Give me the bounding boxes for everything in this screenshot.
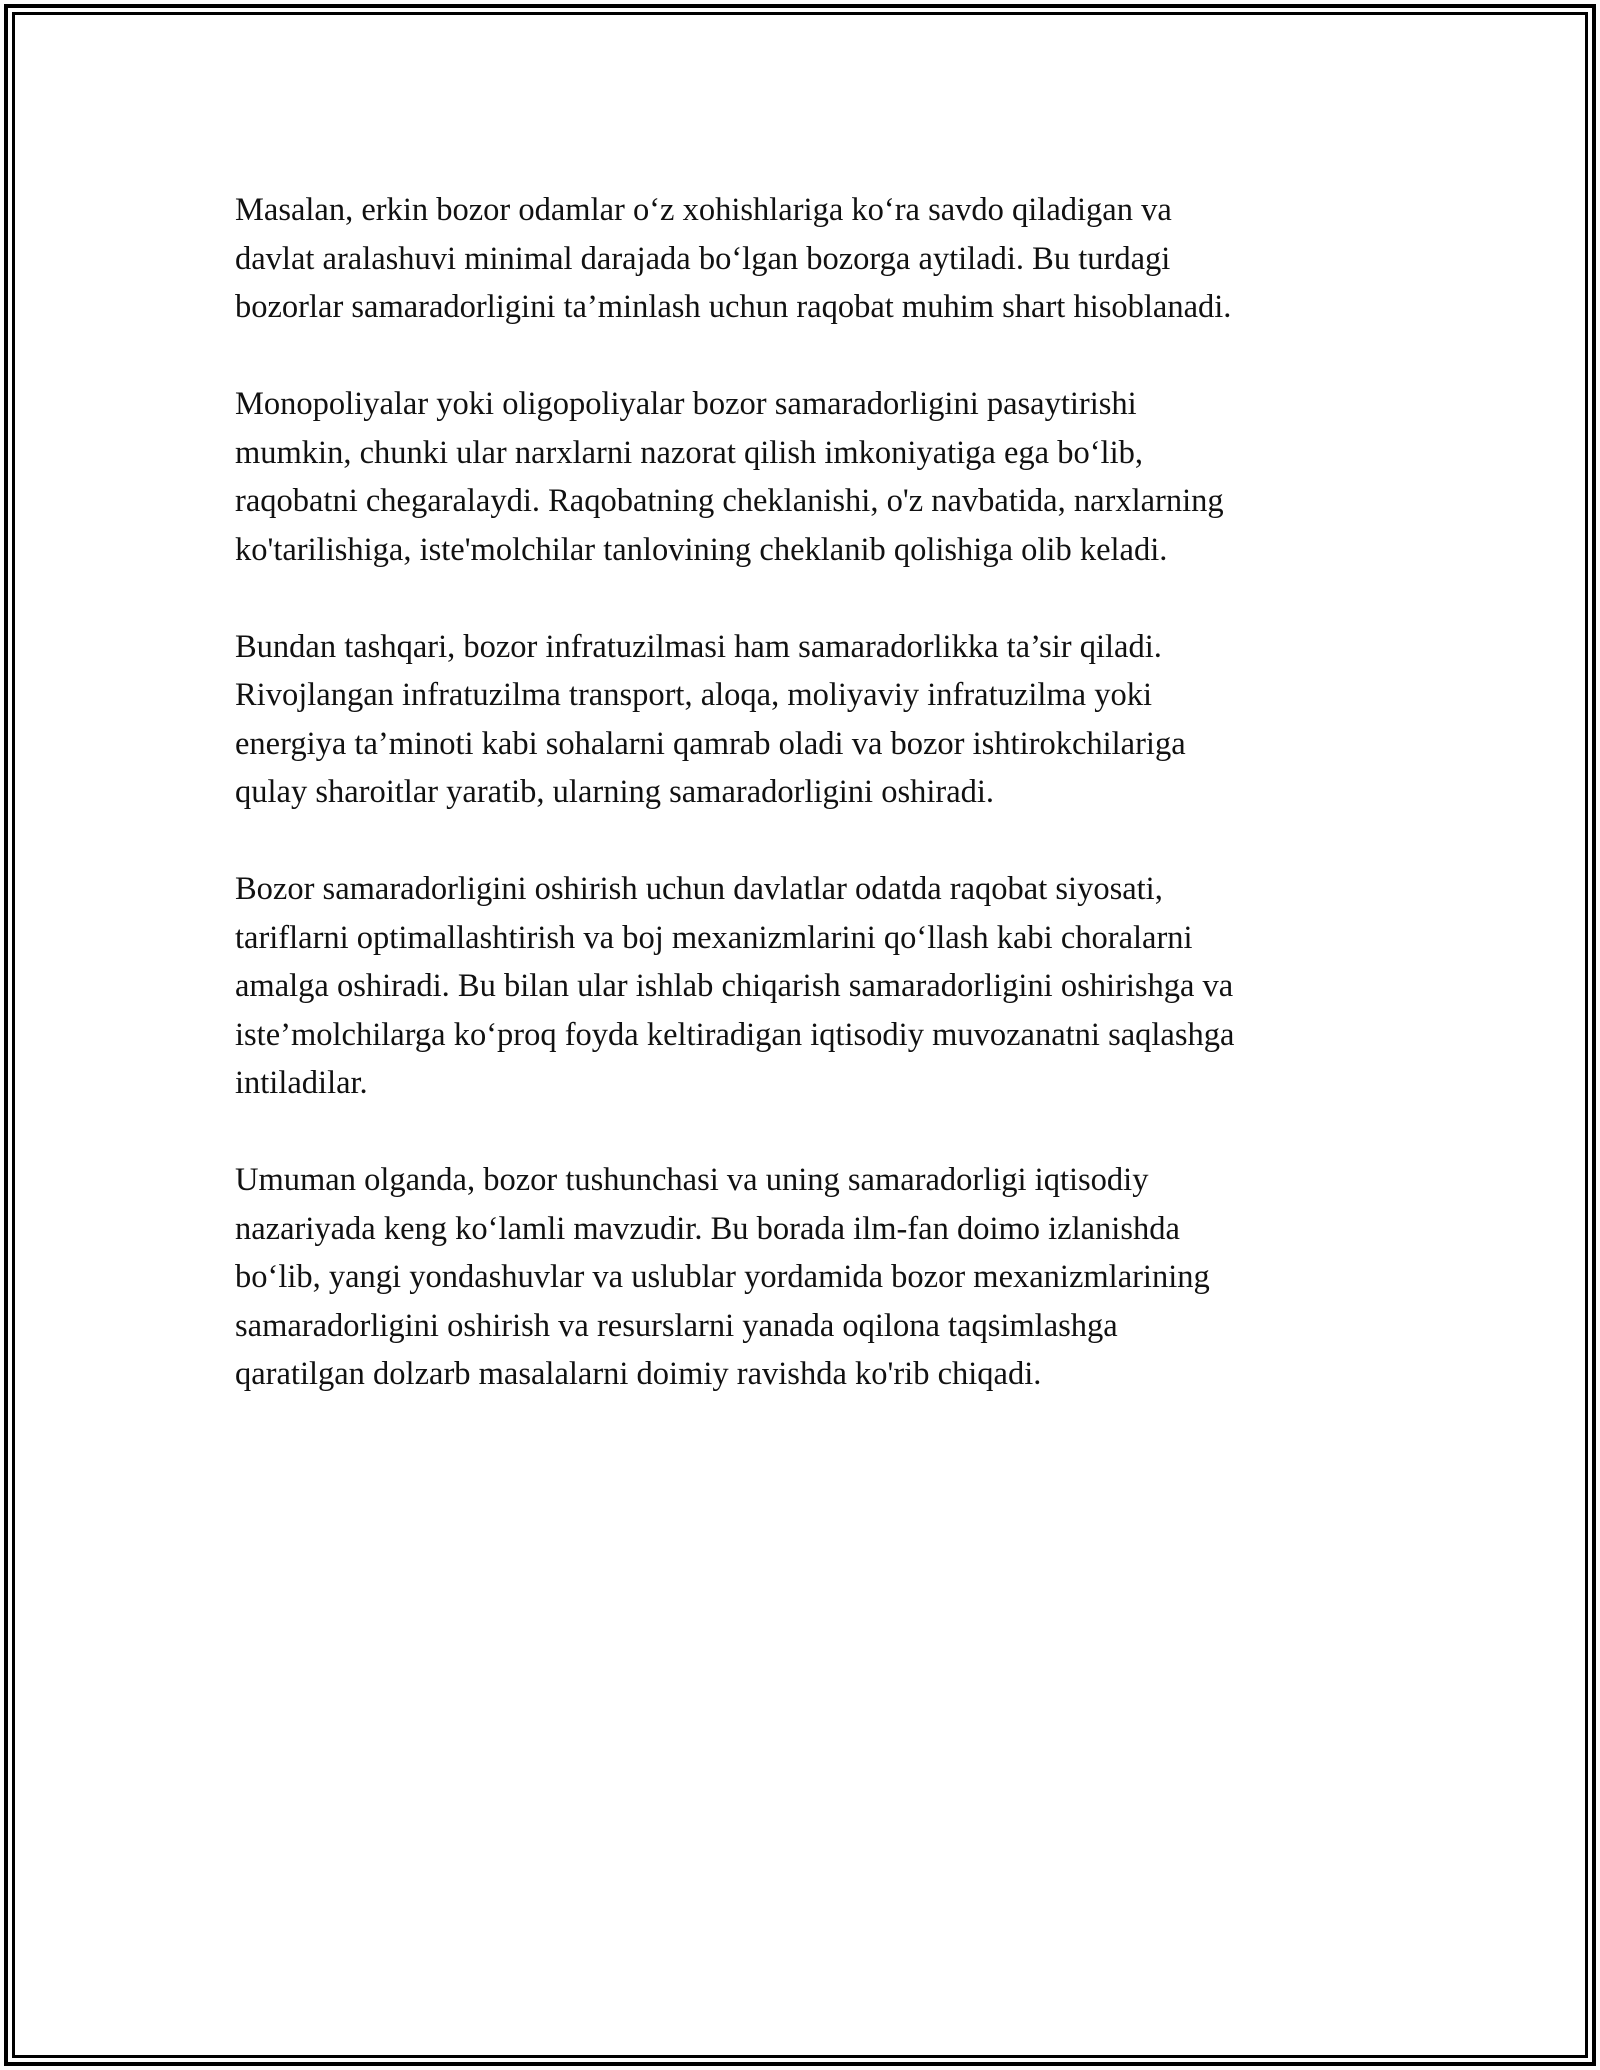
paragraph-2 (235, 380, 1375, 574)
paragraph-3 (235, 623, 1375, 817)
paragraph-5 (235, 1156, 1375, 1399)
text-line: raqobatni chegaralaydi. Raqobatning cheklanishi, o'z navbatida, narxlarning (235, 483, 1224, 519)
text-line: iste’molchilarga ko‘proq foyda keltiradigan iqtisodiy muvozanatni saqlashga (235, 1016, 1235, 1053)
text-line: Monopoliyalar yoki oligopoliyalar bozor samaradorligini pasaytirishi (235, 386, 1137, 422)
text-line: intiladilar. (235, 1065, 368, 1101)
text-line: mumkin, chunki ular narxlarni nazorat qilish imkoniyatiga ega bo‘lib, (235, 434, 1143, 471)
text-line: nazariyada keng ko‘lamli mavzudir. Bu borada ilm-fan doimo izlanishda (235, 1210, 1180, 1247)
document-body (235, 186, 1375, 1447)
text-line: samaradorligini oshirish va resurslarni yanada oqilona taqsimlashga (235, 1307, 1118, 1344)
text-line: ko'tarilishiga, iste'molchilar tanlovining cheklanib qolishiga olib keladi. (235, 531, 1168, 568)
text-line: Rivojlangan infratuzilma transport, aloqa, moliyaviy infratuzilma yoki (235, 677, 1152, 713)
text-line: qaratilgan dolzarb masalalarni doimiy ravishda ko'rib chiqadi. (235, 1356, 1042, 1392)
paragraph-1 (235, 186, 1375, 332)
text-line: Umuman olganda, bozor tushunchasi va uning samaradorligi iqtisodiy (235, 1162, 1149, 1198)
text-line: bo‘lib, yangi yondashuvlar va uslublar yordamida bozor mexanizmlarining (235, 1259, 1210, 1295)
text-line: davlat aralashuvi minimal darajada bo‘lgan bozorga aytiladi. Bu turdagi (235, 240, 1171, 277)
paragraph-4 (235, 865, 1375, 1108)
text-line: Bundan tashqari, bozor infratuzilmasi ham samaradorlikka ta’sir qiladi. (235, 628, 1162, 665)
text-line: Bozor samaradorligini oshirish uchun davlatlar odatda raqobat siyosati, (235, 871, 1163, 907)
text-line: Masalan, erkin bozor odamlar o‘z xohishlariga ko‘ra savdo qiladigan va (235, 192, 1172, 228)
text-line: bozorlar samaradorligini ta’minlash uchun raqobat muhim shart hisoblanadi. (235, 289, 1232, 325)
text-line: amalga oshiradi. Bu bilan ular ishlab chiqarish samaradorligini oshirishga va (235, 968, 1234, 1004)
text-line: energiya ta’minoti kabi sohalarni qamrab oladi va bozor ishtirokchilariga (235, 725, 1186, 762)
text-line: qulay sharoitlar yaratib, ularning samaradorligini oshiradi. (235, 774, 995, 810)
text-line: tariflarni optimallashtirish va boj mexanizmlarini qo‘llash kabi choralarni (235, 919, 1193, 956)
